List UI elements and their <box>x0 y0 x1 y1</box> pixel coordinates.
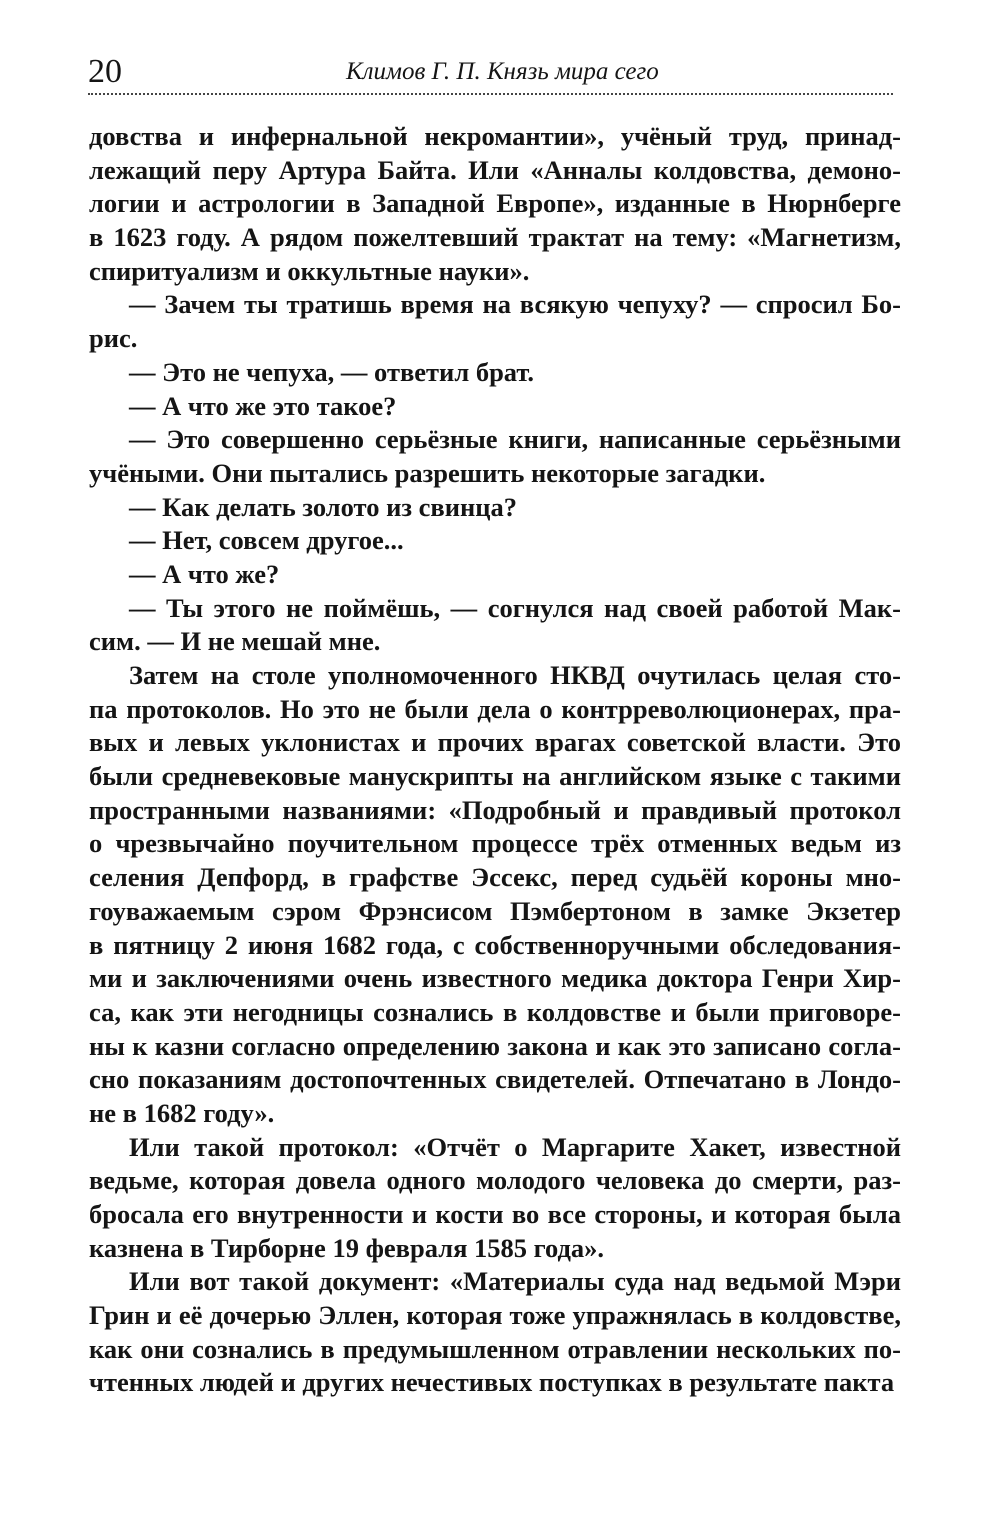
text-line: Или вот такой документ: «Материалы суда над ведьмой Мэри <box>129 1266 901 1297</box>
text-line: довства и инфернальной некромантии», учёный труд, принад- <box>89 121 901 151</box>
text-line: — Зачем ты тратишь время на всякую чепуху? — спросил Бо- <box>129 289 901 320</box>
paragraph <box>89 423 901 490</box>
paragraph <box>89 558 901 592</box>
text-line: селения Депфорд, в графстве Эссекс, перед судьёй короны мно- <box>89 862 901 893</box>
text-line: па протоколов. Но это не были дела о контрреволюционерах, пра- <box>89 693 901 724</box>
text-line: — Как делать золото из свинца? <box>129 491 518 522</box>
text-line: — А что же? <box>129 558 280 589</box>
paragraph <box>89 1265 901 1400</box>
text-line: о чрезвычайно поучительном процессе трёх отменных ведьм из <box>89 828 901 859</box>
paragraph <box>89 390 901 424</box>
text-line: вых и левых уклонистах и прочих врагах советской власти. Это <box>89 727 901 758</box>
text-line: в пятницу 2 июня 1682 года, с собственноручными обследования- <box>89 929 901 960</box>
text-line: са, как эти негодницы сознались в колдовстве и были приговоре- <box>89 996 901 1027</box>
text-line: не в 1682 году». <box>89 1097 275 1128</box>
paragraph <box>89 592 901 659</box>
paragraph <box>89 524 901 558</box>
text-line: гоуважаемым сэром Фрэнсисом Пэмбертоном в замке Экзетер <box>89 895 901 926</box>
text-line: Или такой протокол: «Отчёт о Маргарите Хакет, известной <box>129 1131 901 1162</box>
text-line: в 1623 году. А рядом пожелтевший трактат на тему: «Магнетизм, <box>89 222 901 253</box>
text-line: ны к казни согласно определению закона и как это записано согла- <box>89 1030 901 1061</box>
text-line: Грин и её дочерью Эллен, которая тоже упражнялась в колдовстве, <box>89 1300 901 1331</box>
text-line: как они сознались в предумышленном отравлении нескольких по- <box>89 1333 901 1364</box>
page-header <box>88 52 893 92</box>
text-line: бросала его внутренности и кости во все стороны, и которая была <box>89 1199 901 1229</box>
text-line: логии и астрологии в Западной Европе», изданные в Нюрнберге <box>89 188 901 219</box>
text-line: — Нет, совсем другое... <box>129 525 404 556</box>
text-line: ми и заключениями очень известного медика доктора Генри Хир- <box>89 963 901 994</box>
text-line: чтенных людей и других нечестивых поступках в результате пакта <box>89 1367 895 1398</box>
text-line: — Это не чепуха, — ответил брат. <box>129 356 535 387</box>
text-line: пространными названиями: «Подробный и правдивый протокол <box>89 794 901 825</box>
paragraph <box>89 356 901 390</box>
paragraph <box>89 659 901 1131</box>
text-line: — Ты этого не поймёшь, — согнулся над своей работой Мак- <box>129 592 901 623</box>
text-line: казнена в Тирборне 19 февраля 1585 года». <box>89 1232 605 1263</box>
text-line: были средневековые манускрипты на английском языке с такими <box>89 761 901 792</box>
text-line: ведьме, которая довела одного молодого человека до смерти, раз- <box>89 1165 901 1196</box>
text-line: Затем на столе уполномоченного НКВД очутилась целая сто- <box>129 660 901 690</box>
paragraph <box>89 120 901 288</box>
header-divider <box>88 93 893 95</box>
paragraph <box>89 1131 901 1266</box>
running-title: Климов Г. П. Князь мира сего <box>346 58 659 85</box>
text-line: рис. <box>89 323 138 354</box>
paragraph <box>89 491 901 525</box>
body-text <box>89 120 901 1400</box>
text-line: — А что же это такое? <box>129 390 397 421</box>
text-line: спиритуализм и оккультные науки». <box>89 255 530 286</box>
text-line: сно показаниям достопочтенных свидетелей. Отпечатано в Лондо- <box>89 1064 901 1095</box>
text-line: сим. — И не мешай мне. <box>89 626 381 657</box>
text-line: лежащий перу Артура Байта. Или «Анналы колдовства, демоно- <box>89 154 901 185</box>
text-line: — Это совершенно серьёзные книги, написанные серьёзными <box>129 424 901 455</box>
paragraph <box>89 288 901 355</box>
page-number: 20 <box>88 53 122 90</box>
text-line: учёными. Они пытались разрешить некоторые загадки. <box>89 457 766 488</box>
